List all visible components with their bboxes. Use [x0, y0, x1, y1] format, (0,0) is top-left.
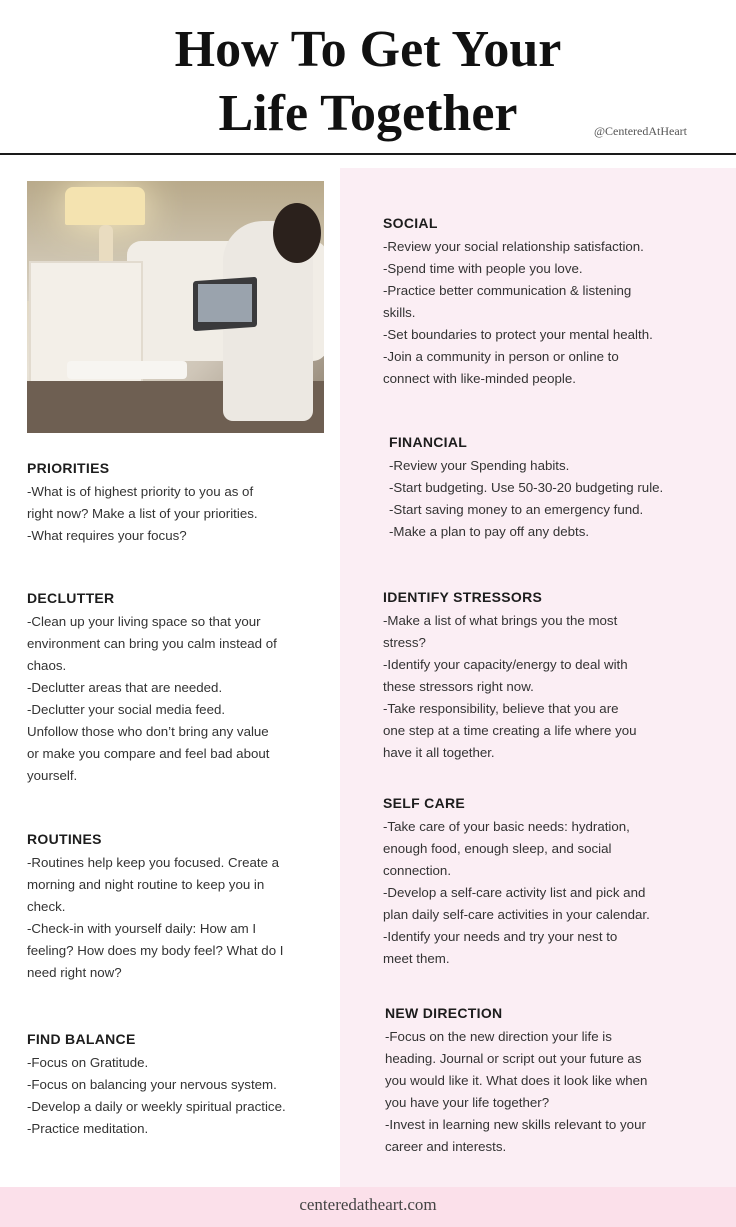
list-item: -Invest in learning new skills relevant to your: [385, 1117, 646, 1132]
section-heading: FIND BALANCE: [27, 1031, 136, 1047]
section-heading: SELF CARE: [383, 795, 466, 811]
list-item: -Start budgeting. Use 50-30-20 budgeting rule.: [389, 480, 664, 495]
list-item: or make you compare and feel bad about: [27, 746, 270, 761]
list-item: -Join a community in person or online to: [383, 349, 619, 364]
list-item: yourself.: [27, 768, 78, 783]
list-item: -Declutter your social media feed.: [27, 702, 226, 717]
author-handle: @CenteredAtHeart: [594, 124, 688, 138]
lifestyle-photo: [27, 181, 324, 433]
section-priorities: [27, 459, 337, 547]
section-heading: FINANCIAL: [389, 434, 468, 450]
list-item: chaos.: [27, 658, 67, 673]
list-item: -Practice meditation.: [27, 1121, 149, 1136]
section-heading: ROUTINES: [27, 831, 102, 847]
section-heading: SOCIAL: [383, 215, 438, 231]
list-item: you have your life together?: [385, 1095, 550, 1110]
list-item: -Declutter areas that are needed.: [27, 680, 223, 695]
list-item: need right now?: [27, 965, 122, 980]
section-declutter: [27, 589, 337, 787]
section-heading: IDENTIFY STRESSORS: [383, 589, 543, 605]
list-item: right now? Make a list of your priorities.: [27, 506, 258, 521]
list-item: -Make a plan to pay off any debts.: [389, 524, 590, 539]
page-title-line-2: Life Together: [218, 85, 518, 142]
list-item: enough food, enough sleep, and social: [383, 841, 612, 856]
section-identify-stressors: [383, 588, 728, 764]
list-item: check.: [27, 899, 66, 914]
list-item: -What requires your focus?: [27, 528, 187, 543]
footer-band: [0, 1187, 736, 1227]
list-item: meet them.: [383, 951, 450, 966]
list-item: -Focus on Gratitude.: [27, 1055, 149, 1070]
section-routines: [27, 830, 337, 984]
list-item: -Spend time with people you love.: [383, 261, 583, 276]
list-item: you would like it. What does it look like when: [385, 1073, 648, 1088]
list-item: connection.: [383, 863, 452, 878]
list-item: -Identify your needs and try your nest to: [383, 929, 618, 944]
list-item: -Make a list of what brings you the most: [383, 613, 618, 628]
section-heading: DECLUTTER: [27, 590, 115, 606]
list-item: -Review your Spending habits.: [389, 458, 570, 473]
list-item: these stressors right now.: [383, 679, 534, 694]
list-item: -Practice better communication & listening: [383, 283, 632, 298]
list-item: -Develop a self-care activity list and pick and: [383, 885, 646, 900]
section-new-direction: [385, 1004, 730, 1158]
list-item: feeling? How does my body feel? What do I: [27, 943, 284, 958]
list-item: -Start saving money to an emergency fund.: [389, 502, 644, 517]
list-item: environment can bring you calm instead of: [27, 636, 277, 651]
list-item: -Routines help keep you focused. Create a: [27, 855, 280, 870]
section-heading: PRIORITIES: [27, 460, 110, 476]
list-item: -Focus on balancing your nervous system.: [27, 1077, 277, 1092]
section-self-care: [383, 794, 728, 970]
list-item: plan daily self-care activities in your calendar.: [383, 907, 650, 922]
section-social: [383, 214, 728, 390]
page-title-line-1: How To Get Your: [174, 21, 562, 78]
section-find-balance: [27, 1030, 337, 1140]
list-item: -What is of highest priority to you as of: [27, 484, 254, 499]
list-item: -Set boundaries to protect your mental health.: [383, 327, 653, 342]
list-item: -Review your social relationship satisfaction.: [383, 239, 644, 254]
section-financial: [389, 433, 734, 543]
list-item: -Check-in with yourself daily: How am I: [27, 921, 257, 936]
list-item: -Identify your capacity/energy to deal with: [383, 657, 628, 672]
list-item: -Focus on the new direction your life is: [385, 1029, 612, 1044]
list-item: have it all together.: [383, 745, 495, 760]
list-item: -Clean up your living space so that your: [27, 614, 261, 629]
list-item: skills.: [383, 305, 416, 320]
list-item: career and interests.: [385, 1139, 507, 1154]
list-item: stress?: [383, 635, 426, 650]
list-item: heading. Journal or script out your future as: [385, 1051, 642, 1066]
list-item: connect with like-minded people.: [383, 371, 576, 386]
list-item: -Take care of your basic needs: hydration,: [383, 819, 630, 834]
list-item: one step at a time creating a life where you: [383, 723, 637, 738]
list-item: Unfollow those who don’t bring any value: [27, 724, 269, 739]
list-item: morning and night routine to keep you in: [27, 877, 265, 892]
title-divider: [0, 153, 736, 155]
footer-website-link[interactable]: centeredatheart.com: [299, 1195, 437, 1214]
list-item: -Take responsibility, believe that you are: [383, 701, 619, 716]
list-item: -Develop a daily or weekly spiritual practice.: [27, 1099, 286, 1114]
section-heading: NEW DIRECTION: [385, 1005, 503, 1021]
